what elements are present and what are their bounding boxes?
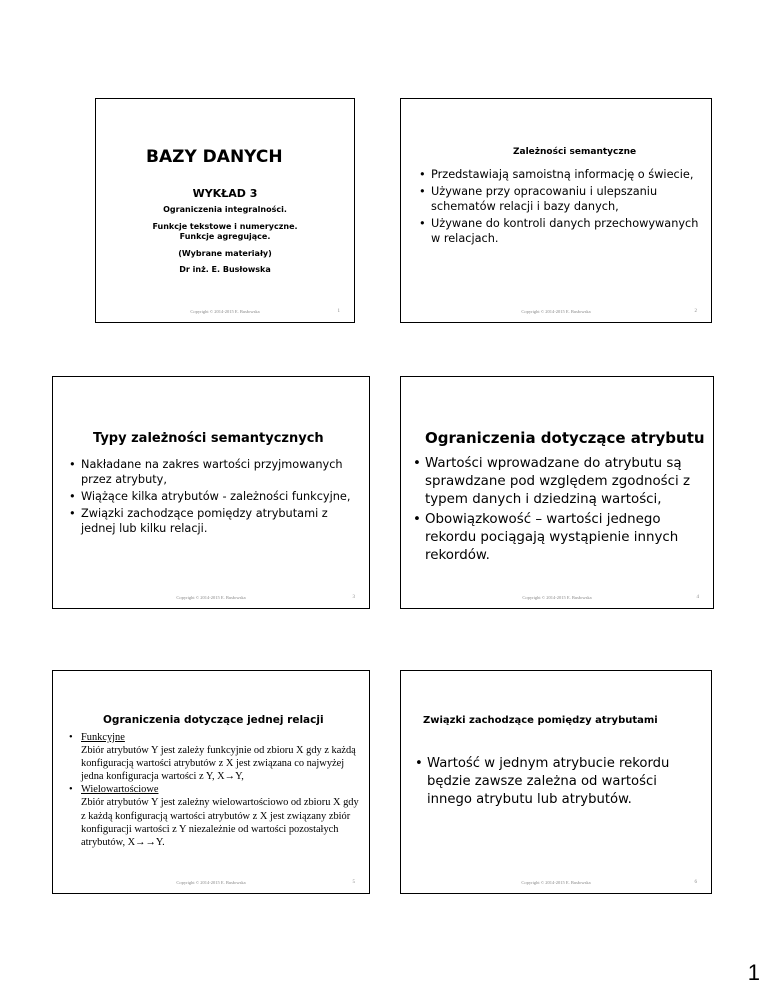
slide-title: Zależności semantyczne [513, 147, 637, 157]
bullet-list [413, 455, 711, 567]
author-line: Dr inż. E. Busłowska [179, 265, 271, 274]
term-description: Zbiór atrybutów Y jest zależy funkcyjnie od zbioru X gdy z każdą konfiguracją wartości atrybutów z X jest związana co najwyżej jedna konfiguracja wartości z Y, X→Y, [81, 745, 356, 783]
copyright-footer: Copyright © 2014-2015 E. Busłowska [521, 880, 591, 885]
copyright-footer: Copyright © 2014-2015 E. Busłowska [522, 595, 592, 600]
copyright-footer: Copyright © 2014-2015 E. Busłowska [176, 595, 246, 600]
bullet-item: • Używane do kontroli danych przechowywanych w relacjach. [419, 216, 704, 246]
slide-2 [400, 98, 712, 323]
slide-5 [52, 670, 370, 894]
bullet-item: • Związki zachodzące pomiędzy atrybutami z jednej lub kilku relacji. [69, 506, 364, 536]
slide-subtitle: WYKŁAD 3 [192, 187, 258, 200]
bullet-item [69, 783, 364, 848]
bullet-item: • Przedstawiają samoistną informację o świecie, [419, 167, 704, 182]
copyright-footer: Copyright © 2014-2015 E. Busłowska [176, 880, 246, 885]
bullet-item: • Obowiązkowość – wartości jednego rekordu pociągają wystąpienie innych rekordów. [413, 511, 711, 565]
slide-line: Ograniczenia integralności. [163, 205, 287, 214]
page-number: 1 [747, 960, 760, 985]
slide-title: BAZY DANYCH [146, 147, 283, 167]
slide-line: Funkcje tekstowe i numeryczne. [152, 222, 298, 231]
bullet-list [415, 755, 705, 809]
slide-line: (Wybrane materiały) [178, 249, 272, 258]
bullet-list [419, 167, 704, 248]
slide-title: Ograniczenia dotyczące atrybutu [425, 429, 705, 447]
slide-title: Związki zachodzące pomiędzy atrybutami [423, 715, 658, 726]
slide-1 [95, 98, 355, 323]
slide-number: 5 [352, 880, 355, 885]
slide-number: 4 [696, 595, 699, 600]
bullet-item [69, 731, 364, 783]
copyright-footer: Copyright © 2014-2015 E. Busłowska [190, 309, 260, 314]
bullet-item: • Nakładane na zakres wartości przyjmowanych przez atrybuty, [69, 457, 364, 487]
bullet-item: • Używane przy opracowaniu i ulepszaniu schematów relacji i bazy danych, [419, 184, 704, 214]
term-label: Wielowartościowe [81, 784, 159, 796]
slide-number: 1 [337, 309, 340, 314]
slide-line: Funkcje agregujące. [179, 232, 271, 241]
term-label: Funkcyjne [81, 732, 125, 743]
slide-number: 6 [694, 880, 697, 885]
bullet-item: • Wartości wprowadzane do atrybutu są sprawdzane pod względem zgodności z typem danych i dziedziną wartości, [413, 455, 711, 509]
slide-number: 3 [352, 595, 355, 600]
slide-number: 2 [694, 309, 697, 314]
bullet-list [69, 457, 364, 538]
slide-3 [52, 376, 370, 609]
bullet-item: • Wartość w jednym atrybucie rekordu będzie zawsze zależna od wartości innego atrybutu lub atrybutów. [415, 755, 705, 809]
term-description: Zbiór atrybutów Y jest zależny wielowartościowo od zbioru X gdy z każdą konfiguracją wartości atrybutów z X jest związany zbiór konfiguracji wartości z Y niezależnie od wartości pozostałych atrybutów, X→→Y. [81, 797, 359, 848]
slide-title: Ograniczenia dotyczące jednej relacji [103, 714, 324, 726]
slide-4 [400, 376, 714, 609]
copyright-footer: Copyright © 2014-2015 E. Busłowska [521, 309, 591, 314]
bullet-item: • Wiążące kilka atrybutów - zależności funkcyjne, [69, 489, 364, 504]
slide-6 [400, 670, 712, 894]
bullet-list [69, 731, 364, 849]
slide-title: Typy zależności semantycznych [93, 431, 324, 446]
